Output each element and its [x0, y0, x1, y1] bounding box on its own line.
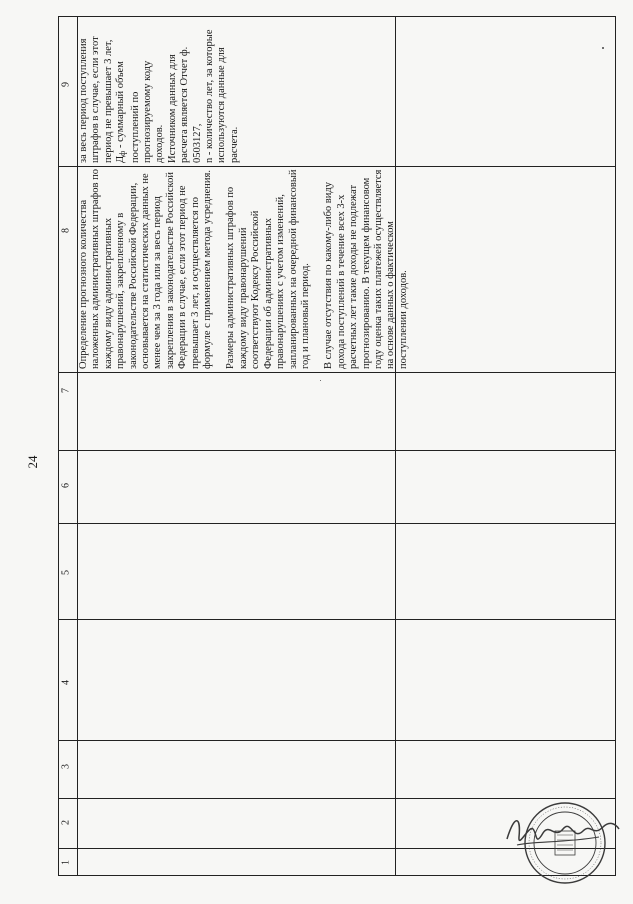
col-header-3: 3 [60, 764, 72, 769]
page-number: 24 [25, 455, 40, 469]
col-divider-4-3 [59, 740, 615, 741]
col-8-cell [78, 169, 409, 369]
col-9-formula-line [115, 21, 167, 163]
col-header-6: 6 [60, 483, 72, 488]
col-divider-5-4 [59, 619, 615, 620]
col-header-8: 8 [60, 228, 72, 233]
col-header-5: 5 [60, 570, 72, 575]
col-9-symbol: Д [115, 155, 127, 163]
col-header-9: 9 [60, 82, 72, 87]
col-9-line-4: n - количество лет, за которые используются данные для расчета. [204, 29, 240, 163]
col-8-paragraph-3: В случае отсутствия по какому-либо виду дохода поступлений в течение всех 3-х расчетных лет такие доходы не подлежат прогнозированию. В текущем финансовом году оценка таких платежей осуществляется на основе данных о фактическом поступлении доходов. [323, 169, 409, 369]
col-8-paragraph-2: Размеры административных штрафов по каждому виду правонарушений соответствуют Кодексу Российской Федерации об административных правонарушениях с учетом изменений, запланированных на очередной финансовый год и плановый период. [225, 169, 311, 369]
col-8-paragraph-1: Определение прогнозного количества наложенных административных штрафов по каждому виду административных правонарушений, закрепленному в законодательстве Российской Федерации, основывается на статистических данных не менее чем за 3 года или за весь период закрепления в законодательстве Российской Федерации в случае, если этот период не превышает 3 лет, и осуществляется по формуле с применением метода усреднения. [78, 169, 214, 369]
col-header-4: 4 [60, 680, 72, 685]
table-frame [58, 16, 616, 876]
col-9-symbol-sub: ф [118, 150, 128, 156]
col-9-cell [78, 21, 394, 163]
col-divider-6-5 [59, 523, 615, 524]
col-header-1: 1 [60, 860, 72, 865]
col-9-line-1: за весь период поступления штрафов в случае, если этот период не превышает 3 лет, [78, 36, 114, 163]
col-8-9-divider [395, 17, 396, 875]
col-9-line-2: - суммарный объем поступлений по прогнозируемому коду доходов. [115, 60, 166, 163]
col-9-line-3: Источником данных для расчета является Отчет ф. 0503127, [166, 46, 203, 163]
official-seal-and-signature [503, 793, 621, 889]
scan-speck [320, 380, 321, 381]
col-divider-9-8 [59, 166, 615, 167]
col-header-2: 2 [60, 820, 72, 825]
col-header-7: 7 [60, 388, 72, 393]
scan-speck [602, 47, 604, 49]
col-divider-8-7 [59, 372, 615, 373]
col-divider-7-6 [59, 450, 615, 451]
